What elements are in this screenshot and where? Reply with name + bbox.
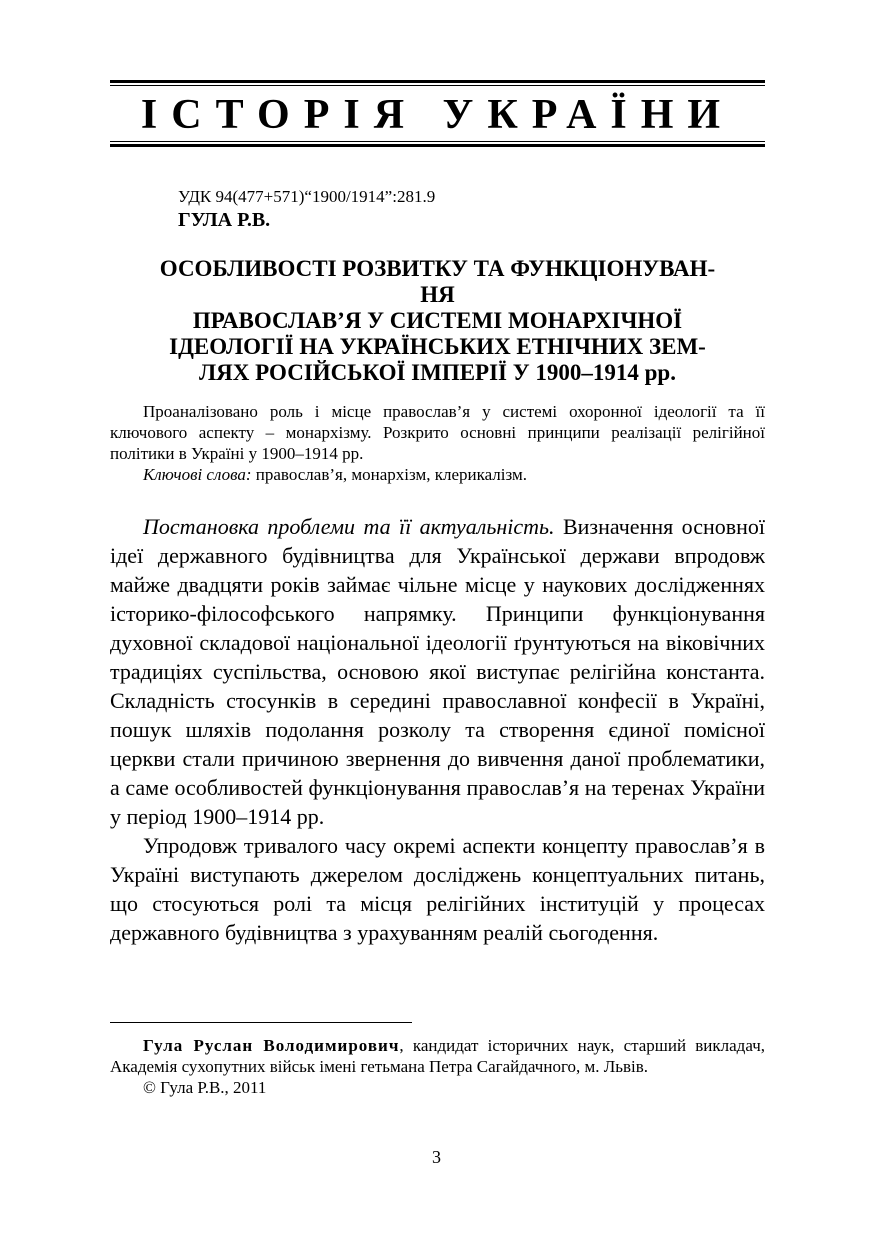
header-rule-bottom-thin xyxy=(110,141,765,142)
header-rule-bottom xyxy=(110,144,765,147)
keywords xyxy=(110,464,765,485)
article-title-line: ОСОБЛИВОСТІ РОЗВИТКУ ТА ФУНКЦІОНУВАН- xyxy=(159,256,716,281)
page-number: 3 xyxy=(432,1147,441,1167)
header-rule-top xyxy=(110,80,765,83)
article-title-line: ЛЯХ РОСІЙСЬКОЇ ІМПЕРІЇ У 1900–1914 рр. xyxy=(199,360,676,385)
abstract-text: Проаналізовано роль і місце православ’я у системі охоронної ідеології та її ключового аспекту – монархізму. Розкрито основні принципи реалізації релігійної політики в Україні у 1900–1914 рр. xyxy=(110,402,765,463)
author-name: ГУЛА Р.В. xyxy=(178,209,271,231)
footnote-rule xyxy=(110,1022,412,1023)
copyright: © Гула Р.В., 2011 xyxy=(143,1078,267,1097)
body-paragraph xyxy=(110,512,765,831)
article-title-line: ІДЕОЛОГІЇ НА УКРАЇНСЬКИХ ЕТНІЧНИХ ЗЕМ- xyxy=(169,334,706,359)
journal-section-title: ІСТОРІЯ УКРАЇНИ xyxy=(140,92,735,138)
author-info xyxy=(110,1035,765,1077)
article-title xyxy=(110,256,765,386)
footnote-author-name: Гула Руслан Володимирович xyxy=(143,1036,400,1055)
header-rule-top-thin xyxy=(110,85,765,86)
section-lead: Постановка проблеми та її актуальність. xyxy=(143,514,555,539)
article-body xyxy=(110,512,765,947)
footnote xyxy=(110,1035,765,1098)
body-paragraph: Упродовж тривалого часу окремі аспекти концепту православ’я в Україні виступають джерелом досліджень концептуальних питань, що стосуються ролі та місця релігійних інституцій у процесах державного будівництва з урахуванням реалій сьогодення. xyxy=(110,833,765,945)
article-title-line: НЯ xyxy=(420,282,455,307)
udc-code: УДК 94(477+571)“1900/1914”:281.9 xyxy=(178,187,436,206)
footnote-author-details: , кандидат історичних наук, старший викладач, Академія сухопутних військ імені гетьмана Петра Сагайдачного, м. Львів. xyxy=(110,1036,765,1076)
body-paragraph-text: Визначення основної ідеї державного будівництва для Української держави впродовж майже двадцяти років займає чільне місце у наукових дослідженнях історико-філософського напрямку. Принципи функціонування духовної складової національної ідеології ґрунтуються на віковічних традиціях суспільства, основою якої виступає релігійна константа. Складність стосунків в середині православної конфесії в Україні, пошук шляхів подолання розколу та створення єдиної помісної церкви стали причиною звернення до вивчення даної проблематики, а саме особливостей функціонування православ’я на теренах України у період 1900–1914 рр. xyxy=(110,514,766,829)
article-title-line: ПРАВОСЛАВ’Я У СИСТЕМІ МОНАРХІЧНОЇ xyxy=(192,308,683,333)
keywords-list: православ’я, монархізм, клерикалізм. xyxy=(251,465,527,484)
keywords-label: Ключові слова: xyxy=(143,465,252,484)
abstract xyxy=(110,401,765,485)
